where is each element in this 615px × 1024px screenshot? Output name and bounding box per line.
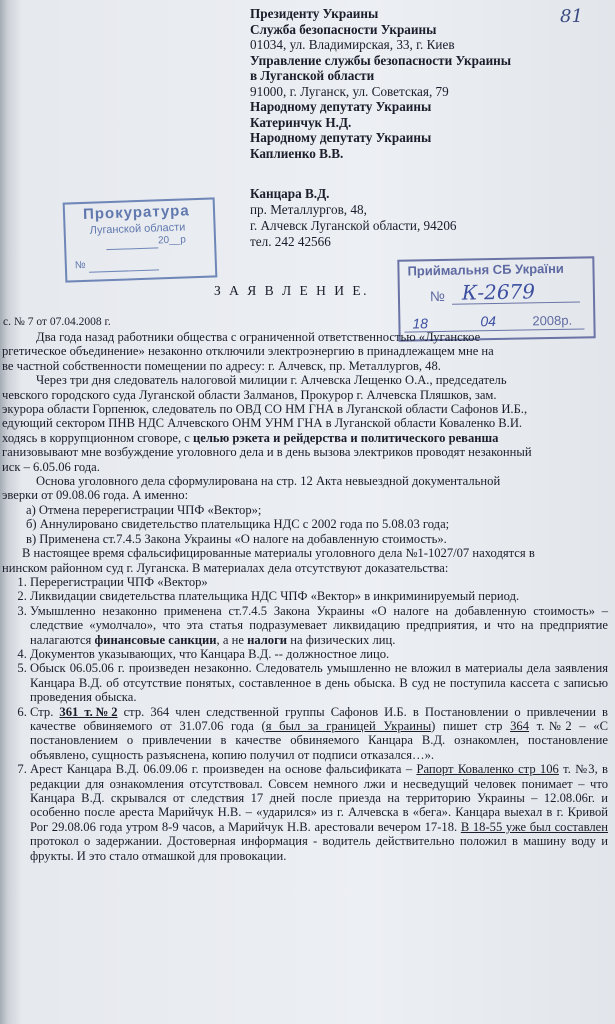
underlined-text: В 18-55 уже был составлен (460, 819, 608, 834)
paragraph-text: ходясь в коррупционном сговоре, с (2, 430, 194, 445)
list-item (30, 705, 608, 763)
paragraph-line: едующий сектором ПНВ НДС Алчевского ОНМ УНМ ГНА в Луганской области Коваленко В.И. (2, 416, 523, 431)
addressee-line: 91000, г. Луганск, ул. Советская, 79 (250, 83, 449, 99)
statement-body (2, 330, 608, 863)
addressee-line: Народному депутату Украины (250, 130, 432, 145)
addressee-line: Каплиенко В.В. (250, 145, 344, 161)
paragraph-line: Два года назад работники общества с ограниченной ответственностью «Луганское (36, 330, 481, 344)
prosecutor-stamp (63, 197, 218, 282)
addressee-line: Управление службы безопасности Украины (250, 52, 512, 68)
list-item-text: т.№2 – «С постановлением о привлечении в качестве обвиняемого Канцара В.Д. ознакомлен, постановление объявлено, сущность разъяснена, копию получил от подписи отказался…». (30, 718, 608, 762)
sbu-reception-stamp (397, 256, 595, 341)
paragraph-line: ве частной собственности помещении по адресу: г. Алчевск, пр. Металлургов, 48. (2, 358, 441, 373)
sbu-stamp-day: 18 (412, 315, 429, 332)
underlined-text: я был за границей Украины (265, 718, 432, 733)
list-item-text: т. №3, в редакции для ознакомления отсутствовал. Совсем немного лжи и несведущий человек понимает – что Канцара В.Д. скрывался от следствия 17 дней после приезда на территорию Украины – 12.08.06г. и особенно после ареста Марийчук Н.В. – «ударился» из г. Алчевска в «бега». Канцара выехал в г. Кривой Рог 29.08.06 года утром 8-9 часов, а Марийчук Н.В. арестовали вечером 17-18. (30, 762, 609, 834)
list-item-text: стр. 364 член следственной группы Сафонов И.Б. в Постановлении о привлечении в качестве обвиняемого от 31.07.06 года ( (30, 704, 608, 733)
paragraph-line: нинском районном суд г. Луганска. В материалах дела отсутствуют доказательства: (2, 560, 449, 575)
stamp-line (89, 269, 159, 272)
paragraph-line: чевского городского суда Луганской области Залманов, Прокурор г. Алчевска Пляшков, зам. (2, 387, 497, 402)
paragraph-line: эверки от 09.08.06 года. А именно: (2, 488, 189, 503)
underlined-text: Рапорт Коваленко стр 106 (416, 762, 559, 777)
addressee-line: в Луганской области (250, 68, 375, 83)
list-item: 5. Обыск 06.05.06 г. произведен незаконно. Следователь умышленно не вложил в материалы дела заявления Канцара В.Д. об отсутствие понятых, составленное в день обыска. В суд не поступила кассета с записью проведения обыска. (30, 661, 608, 704)
addressee-line: Народному депутату Украины (250, 99, 432, 114)
sub-item: а) Отмена перерегистрации ЧПФ «Вектор»; (26, 502, 262, 517)
prosecutor-stamp-number-label: № (74, 259, 86, 272)
prosecutor-stamp-subtitle: Луганской области (89, 221, 186, 237)
paragraph-line: ргетическое объединение» незаконно отключили электроэнергию в принадлежащем мне на (2, 344, 494, 359)
underlined-text: 361 т.№2 (59, 704, 118, 719)
sub-item: в) Применена ст.7.4.5 Закона Украины «О налоге на добавленную стоимость». (26, 531, 447, 546)
list-item: 4. Документов указывающих, что Канцара В.Д. -- должностное лицо. (30, 647, 608, 661)
list-item (30, 762, 608, 863)
paragraph-line: иск – 6.05.06 года. (2, 459, 100, 474)
sender-block (250, 186, 530, 250)
addressee-line: Служба безопасности Украины (250, 21, 437, 37)
list-item-text: протокол о задержании. Достоверная информация - водитель действительно положил в машину воду и фрукты. И это стало отмашкой для провокации. (30, 834, 608, 863)
list-item-text: на физических лиц. (287, 632, 396, 647)
list-item (30, 604, 608, 647)
prosecutor-stamp-title: Прокуратура (82, 202, 190, 223)
list-item-text: Стр. (30, 704, 60, 719)
paragraph-line: Через три дня следователь налоговой милиции г. Алчевска Лещенко О.А., председатель (36, 373, 507, 388)
list-item: 1. Перерегистрации ЧПФ «Вектор» (30, 575, 608, 589)
list-item-text: , а не (216, 632, 248, 647)
list-item: 2. Ликвидации свидетельства плательщика НДС ЧПФ «Вектор» в инкриминируемый период. (30, 589, 608, 603)
addressee-line: 01034, ул. Владимирская, 33, г. Киев (250, 37, 455, 52)
sender-address-line1: пр. Металлургов, 48, (250, 202, 367, 217)
sbu-stamp-number: К-2679 (461, 279, 536, 305)
evidence-list (2, 575, 608, 863)
sender-name: Канцара В.Д. (250, 186, 330, 201)
sbu-stamp-number-label: № (429, 287, 446, 305)
list-item-text: ) пишет стр (431, 718, 511, 733)
underlined-text: 364 (510, 718, 530, 733)
registration-note: с. № 7 от 07.04.2008 г. (3, 316, 111, 328)
list-item-text: Умышленно незаконно применена ст.7.4.5 Закона Украины «О налоге на добавленную стоимость» – следствие «умолчало», что эта статья подразумевает ликвидацию предприятия, и что на предприятие налагаются (30, 603, 608, 647)
sub-item: б) Аннулировано свидетельство плательщика НДС с 2002 года по 5.08.03 года; (26, 517, 450, 532)
paragraph-line: Основа уголовного дела сформулирована на стр. 12 Акта невыездной документальной (36, 474, 501, 489)
paragraph-line: ганизовывают мне возбуждение уголовного дела и в день вызова электриков проводят незаконный (2, 445, 532, 460)
paragraph-line: экурора области Горпенюк, следователь по ОВД СО НМ ГНА в Луганской области Сафонов И.Б., (2, 402, 528, 417)
addressee-block (250, 6, 605, 161)
addressee-line: Президенту Украины (250, 6, 379, 21)
emphasis-text: целью рэкета и рейдерства и политического реванша (193, 430, 499, 445)
emphasis-text: финансовые санкции (94, 632, 217, 647)
paragraph-line (2, 431, 608, 445)
sender-phone: тел. 242 42566 (250, 234, 331, 249)
stamp-line (106, 247, 158, 250)
page-number: 81 (560, 6, 583, 27)
sender-address-line2: г. Алчевск Луганской области, 94206 (250, 218, 457, 233)
sbu-stamp-year: 2008р. (532, 312, 573, 329)
sbu-stamp-month: 04 (480, 313, 497, 330)
addressee-line: Катеринчук Н.Д. (250, 114, 352, 130)
paragraph-line: В настоящее время сфальсифицированные материалы уголовного дела №1-1027/07 находятся в (22, 546, 535, 561)
document-title: З А Я В Л Е Н И Е. (214, 283, 370, 298)
sbu-stamp-title: Приймальня СБ України (407, 260, 564, 279)
emphasis-text: налоги (247, 632, 288, 647)
prosecutor-stamp-year: 20__р (157, 234, 187, 247)
list-item-text: Арест Канцара В.Д. 06.09.06 г. произведен на основе фальсификата – (30, 762, 417, 777)
